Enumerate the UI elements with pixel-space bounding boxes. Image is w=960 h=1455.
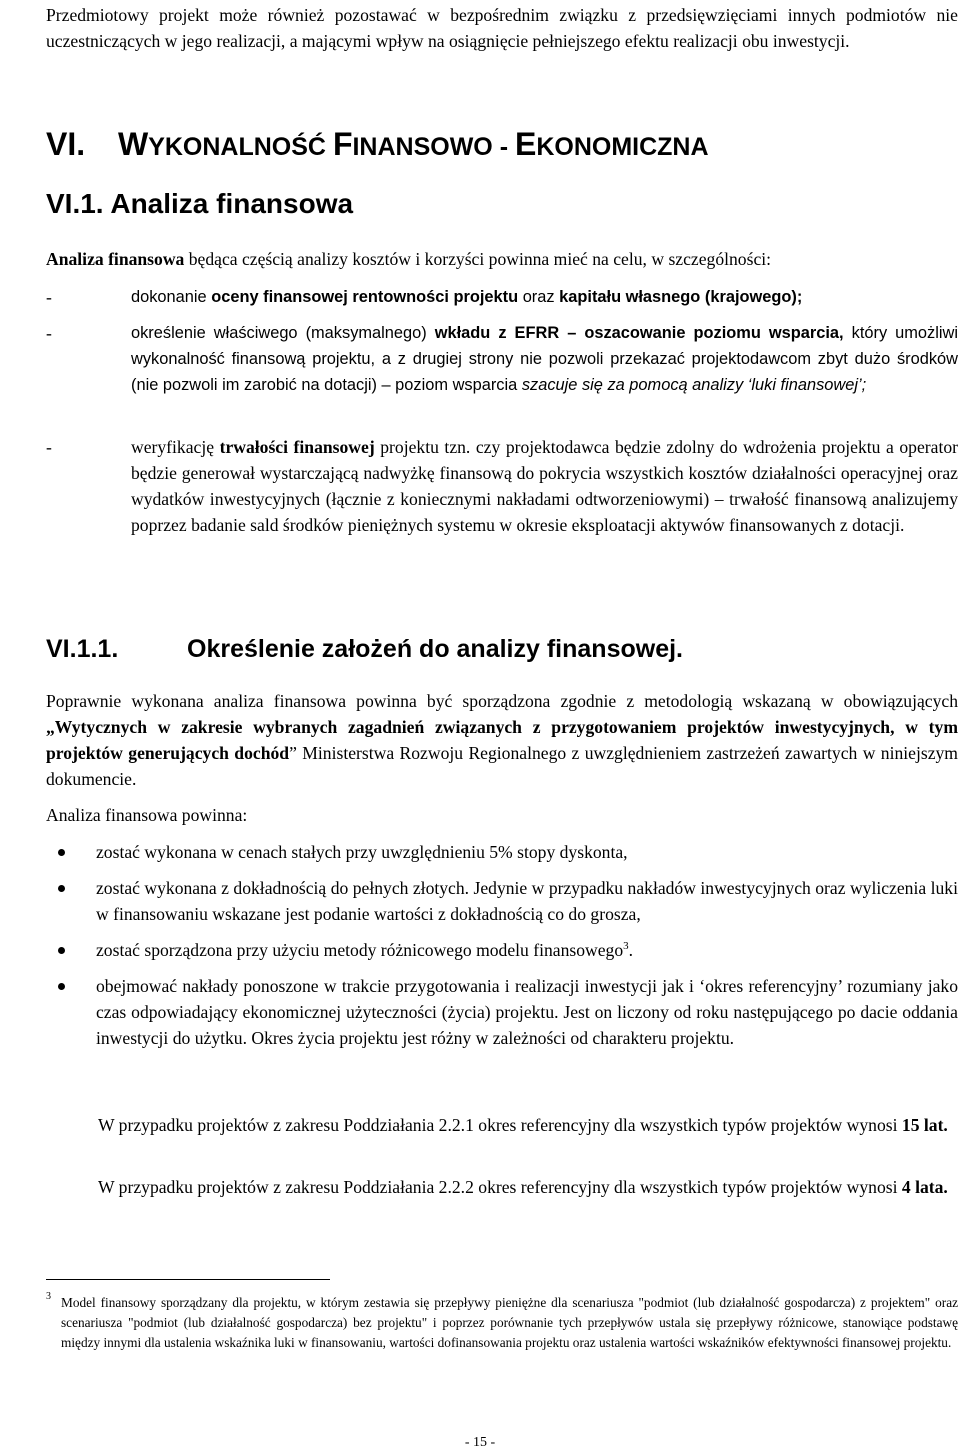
- dash-item: - określenie właściwego (maksymalnego) wkładu z EFRR – oszacowanie poziomu wsparcia, który umożliwi wykonalność finansową projektu, a z drugiej strony nie pozwoli przekazać projektodawcom zbyt dużo środków (nie pozwoli im zarobić na dotacji) – poziom wsparcia szacuje się za pomocą analizy ‘luki finansowej’;: [46, 323, 959, 394]
- methodology-paragraph: Poprawnie wykonana analiza finansowa powinna być sporządzona zgodnie z metodologią wskazaną w obowiązujących „Wytycznych w zakresie wybranych zagadnień związanych z przygotowaniem projektów inwestycyjnych, w tym projektów generujących dochód” Ministerstwa Rozwoju Regionalnego z uwzględnieniem zastrzeżeń zawartych w niniejszym dokumencie.: [46, 691, 958, 789]
- subsection-heading: [46, 186, 353, 222]
- footnote-text: Model finansowy sporządzany dla projektu, w którym zestawia się przepływy pieniężne dla scenariusza "podmiot (lub działalność gospodarcza) z projektem" oraz scenariusza "podmiot (lub działalność gospodarcza) bez projektu" i poprzez porównanie tych przepływów ustala się przepływy różnicowe, stanowiące podstawę między innymi dla ustalenia wskaźnika luki w finansowaniu, wartości dofinansowania projektu oraz ustalenia wartości wskaźników efektywności finansowej projektu.: [61, 1295, 958, 1350]
- subsubsection-title: Określenie założeń do analizy finansowej.: [187, 635, 683, 663]
- reference-period-221: W przypadku projektów z zakresu Poddziałania 2.2.1 okres referencyjny dla wszystkich typów projektów wynosi 15 lat.: [98, 1115, 948, 1135]
- bullet-item: zostać wykonana z dokładnością do pełnych złotych. Jedynie w przypadku nakładów inwestycyjnych oraz wyliczenia luki w finansowaniu wskazane jest podanie wartości z dokładnością co do grosza,: [46, 875, 958, 927]
- subsection-title: Analiza finansowa: [110, 188, 354, 219]
- bullet-item: zostać wykonana w cenach stałych przy uwzględnieniu 5% stopy dyskonta,: [46, 839, 958, 865]
- bullet-icon: [58, 885, 65, 892]
- bullet-icon: [58, 983, 65, 990]
- analysis-intro: Analiza finansowa powinna:: [46, 805, 248, 825]
- footnote-ref[interactable]: 3: [623, 940, 629, 953]
- reference-period-222: W przypadku projektów z zakresu Poddziałania 2.2.2 okres referencyjny dla wszystkich typów projektów wynosi 4 lata.: [98, 1177, 948, 1197]
- footnote: [46, 1293, 958, 1353]
- dash-item: - dokonanie oceny finansowej rentowności projektu oraz kapitału własnego (krajowego);: [46, 287, 803, 307]
- bullet-icon: [58, 947, 65, 954]
- subsubsection-number: VI.1.1.: [46, 635, 119, 663]
- page-number: - 15 -: [464, 1435, 496, 1450]
- footnote-separator: [46, 1279, 330, 1280]
- dash-item: - weryfikację trwałości finansowej projektu tzn. czy projektodawca będzie zdolny do wdrożenia projektu a operator będzie generował wystarczającą nadwyżkę finansową do pokrycia wszystkich kosztów działalności operacyjnej oraz wydatków inwestycyjnych (łącznie z koniecznymi nakładami odtworzeniowymi) – trwałość finansową analizujemy poprzez badanie sald środków pieniężnych systemu w okresie eksploatacji aktywów finansowanych z dotacji.: [46, 437, 958, 535]
- bullet-item: obejmować nakłady ponoszone w trakcie przygotowania i realizacji inwestycji jak i ‘okres referencyjny’ rozumiany jako czas odpowiadający ekonomicznej użyteczności (życia) projektu. Jest on liczony od roku następującego po dacie oddania inwestycji do użytku. Okres życia projektu jest różny w zależności od charakteru projektu.: [46, 973, 958, 1051]
- lead-paragraph: Analiza finansowa będąca częścią analizy kosztów i korzyści powinna mieć na celu, w szczególności:: [46, 249, 772, 269]
- section-number: VI.: [46, 126, 86, 162]
- subsection-number: VI.1.: [46, 188, 104, 219]
- subsubsection-heading: [46, 632, 683, 666]
- bullet-item: zostać sporządzona przy użyciu metody różnicowego modelu finansowego$^3$.: [46, 937, 958, 963]
- section-heading: VI. WYKONALNOŚĆ FINANSOWO - EKONOMICZNA: [46, 126, 709, 162]
- footnote-marker: 3: [46, 1291, 51, 1302]
- intro-paragraph: Przedmiotowy projekt może również pozostawać w bezpośrednim związku z przedsięwzięciami innych podmiotów nie uczestniczących w jego realizacji, a mającymi wpływ na osiągnięcie pełniejszego efektu realizacji obu inwestycji.: [46, 5, 958, 51]
- bullet-icon: [58, 849, 65, 856]
